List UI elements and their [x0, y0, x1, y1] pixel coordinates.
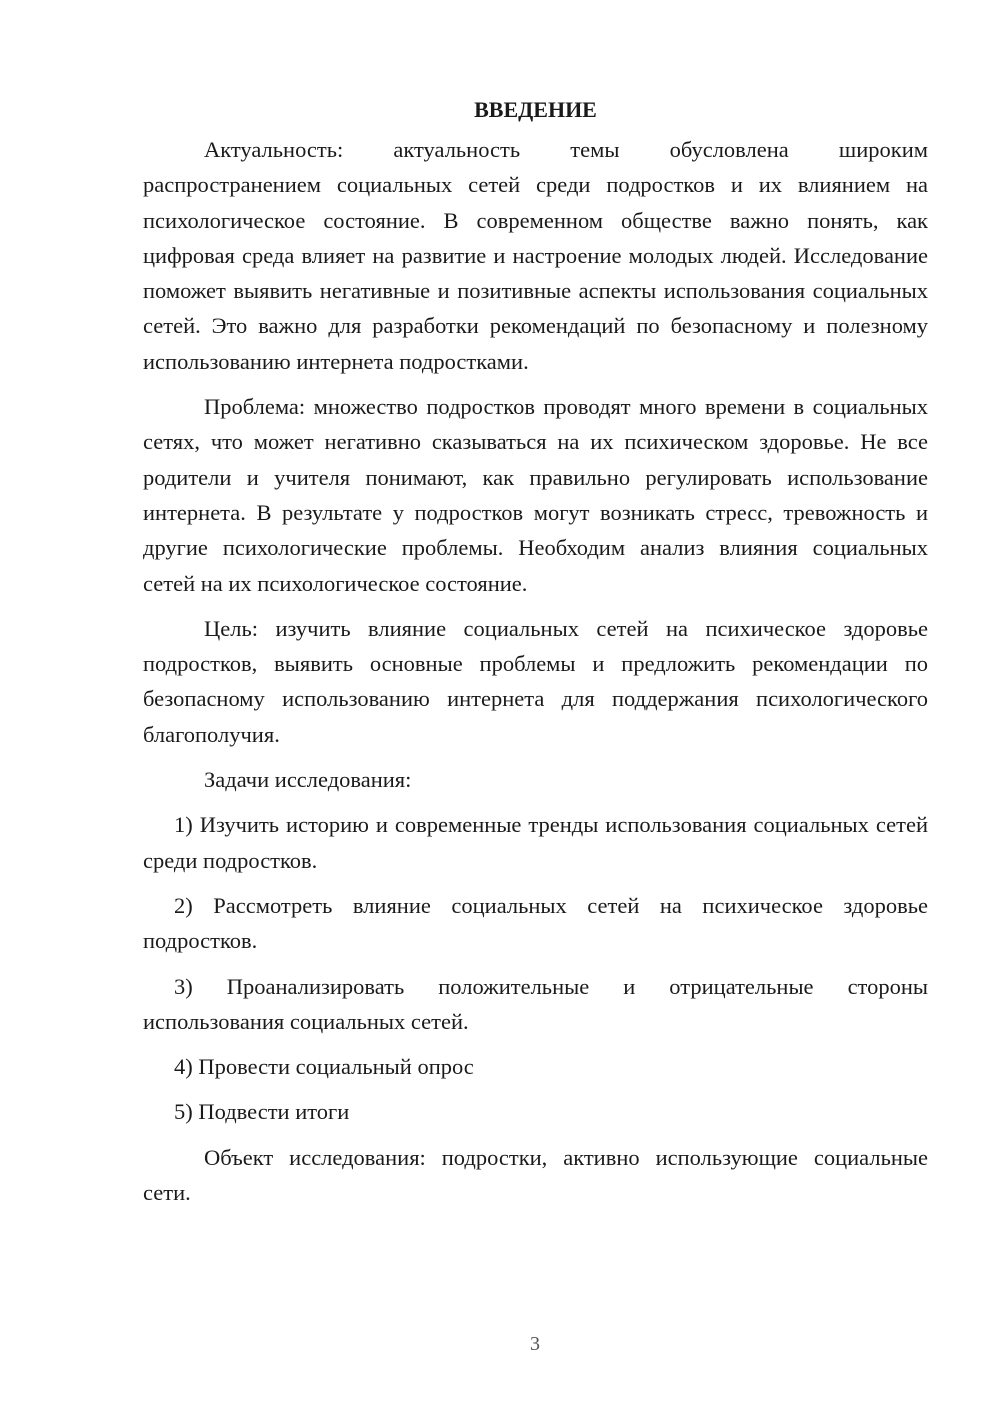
task-item: 2) Рассмотреть влияние социальных сетей на психическое здоровье подростков.: [143, 892, 928, 954]
task-item: 5) Подвести итоги: [174, 1099, 350, 1125]
tasks-heading: Задачи исследования:: [204, 767, 412, 793]
relevance-paragraph: Актуальность: актуальность темы обусловлена широким распространением социальных сетей среди подростков и их влиянием на психологическое состояние. В современном обществе важно понять, как цифровая среда влияет на развитие и настроение молодых людей. Исследование поможет выявить негативные и позитивные аспекты использования социальных сетей. Это важно для разработки рекомендаций по безопасному и полезному использованию интернета подростками.: [143, 137, 928, 374]
task-item: 4) Провести социальный опрос: [174, 1054, 474, 1080]
document-page: [143, 96, 928, 1220]
problem-paragraph: Проблема: множество подростков проводят много времени в социальных сетях, что может негативно сказываться на их психическом здоровье. Не все родители и учителя понимают, как правильно регулировать использование интернета. В результате у подростков могут возникать стресс, тревожность и другие психологические проблемы. Необходим анализ влияния социальных сетей на их психологическое состояние.: [143, 394, 928, 596]
page-number: 3: [530, 1333, 540, 1355]
section-title: ВВЕДЕНИЕ: [474, 97, 597, 122]
task-item: 3) Проанализировать положительные и отрицательные стороны использования социальных сетей.: [143, 973, 928, 1034]
task-item: 1) Изучить историю и современные тренды использования социальных сетей среди подростков.: [143, 812, 928, 873]
object-paragraph: Объект исследования: подростки, активно использующие социальные сети.: [143, 1144, 928, 1206]
goal-paragraph: Цель: изучить влияние социальных сетей на психическое здоровье подростков, выявить основные проблемы и предложить рекомендации по безопасному использованию интернета для поддержания психологического благополучия.: [143, 615, 928, 747]
